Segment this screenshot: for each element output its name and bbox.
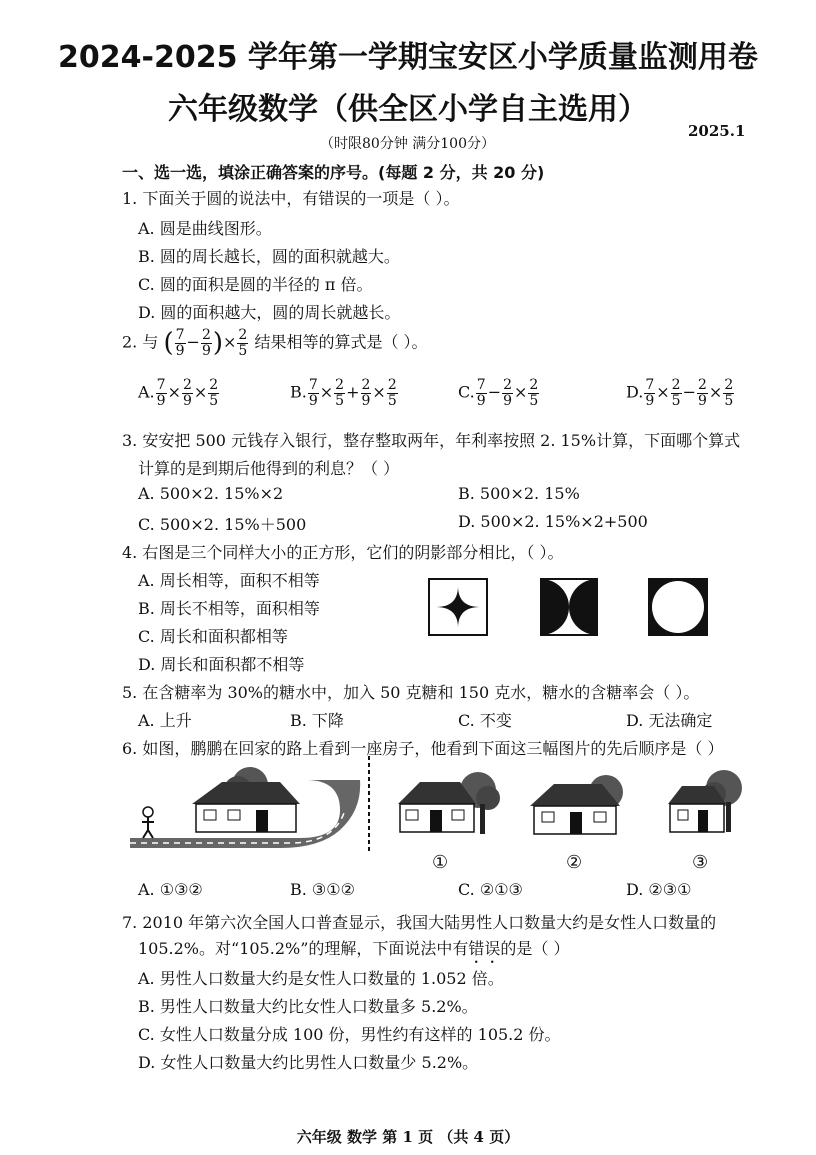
fraction: $\frac{2}{9}$ [201, 327, 211, 359]
q6-option-a: A. ①③② [138, 880, 203, 899]
house-view-2 [530, 772, 640, 838]
q2-prefix: 2. 与 [122, 332, 159, 352]
q2-suffix: 结果相等的算式是（ ）。 [254, 332, 428, 352]
q4-option-d: D. 周长和面积都不相等 [138, 655, 305, 674]
q2-option-a: A. $\frac{7}{9}$ × $\frac{2}{9}$ × $\frac{2}{5}$ [138, 377, 219, 409]
q5-option-d: D. 无法确定 [626, 711, 713, 730]
picture-label-1: ① [432, 852, 449, 873]
exam-title: 2024-2025 学年第一学期宝安区小学质量监测用卷 [58, 40, 758, 75]
q1-option-c: C. 圆的面积是圆的半径的 π 倍。 [138, 275, 373, 294]
emphasized-word: 错误 [468, 939, 501, 958]
exam-subtitle: 六年级数学（供全区小学自主选用） [168, 92, 648, 127]
fraction: $\frac{7}{9}$ [175, 327, 185, 359]
q5-option-c: C. 不变 [458, 711, 512, 730]
q7-option-a: A. 男性人口数量大约是女性人口数量的 1.052 倍。 [138, 969, 504, 988]
q6-option-c: C. ②①③ [458, 880, 523, 899]
q2-option-c: C. $\frac{7}{9}$ − $\frac{2}{9}$ × $\frac{2}{5}$ [458, 377, 539, 409]
q7-option-c: C. 女性人口数量分成 100 份，男性约有这样的 105.2 份。 [138, 1025, 561, 1044]
q4-option-b: B. 周长不相等，面积相等 [138, 599, 320, 618]
square-shape-3-icon [648, 578, 712, 638]
fraction: $\frac{2}{5}$ [238, 327, 248, 359]
q3-option-b: B. 500×2. 15% [458, 484, 580, 503]
square-shape-2-icon [540, 578, 604, 638]
q1-option-b: B. 圆的周长越长，圆的面积就越大。 [138, 247, 400, 266]
q7-option-b: B. 男性人口数量大约比女性人口数量多 5.2%。 [138, 997, 478, 1016]
q5-stem: 5. 在含糖率为 30%的糖水中，加入 50 克糖和 150 克水，糖水的含糖率会（ ）。 [122, 683, 700, 702]
page-footer: 六年级 数学 第 1 页 （共 4 页） [296, 1128, 520, 1146]
q3-option-d: D. 500×2. 15%×2+500 [458, 512, 648, 531]
section-heading: 一、选一选，填涂正确答案的序号。(每题 2 分，共 20 分) [122, 163, 545, 182]
q5-option-a: A. 上升 [138, 711, 192, 730]
q3-option-a: A. 500×2. 15%×2 [138, 484, 284, 503]
q4-option-c: C. 周长和面积都相等 [138, 627, 288, 646]
exam-time-score: （时限80分钟 满分100分） [320, 136, 495, 152]
q7-stem-line2: 105.2%。对“105.2%”的理解，下面说法中有错误的是（ ） [138, 939, 570, 958]
square-shape-1-icon [428, 578, 492, 638]
q2-stem: 2. 与 ( $\frac{7}{9}$ − $\frac{2}{9}$ )× $\frac{2}{5}$ 结果相等的算式是（ ）。 [122, 327, 428, 359]
q4-option-a: A. 周长相等，面积不相等 [138, 571, 320, 590]
picture-label-3: ③ [692, 852, 709, 873]
paren: ( [163, 328, 174, 359]
house-view-3 [666, 768, 746, 838]
q2-option-d: D. $\frac{7}{9}$ × $\frac{2}{5}$ − $\frac{2}{9}$ × $\frac{2}{5}$ [626, 377, 734, 409]
q3-stem-line1: 3. 安安把 500 元钱存入银行，整存整取两年，年利率按照 2. 15%计算，下面哪个算式 [122, 431, 741, 450]
divider-line [364, 756, 374, 852]
q1-stem: 1. 下面关于圆的说法中，有错误的一项是（ ）。 [122, 189, 460, 208]
q1-option-d: D. 圆的面积越大，圆的周长就越长。 [138, 303, 401, 322]
q3-stem-line2: 计算的是到期后他得到的利息？（ ） [138, 459, 400, 478]
q6-stem: 6. 如图，鹏鹏在回家的路上看到一座房子，他看到下面这三幅图片的先后顺序是（ ） [122, 739, 724, 758]
house-view-1 [396, 768, 506, 838]
q3-option-c: C. 500×2. 15%＋500 [138, 515, 307, 534]
picture-label-2: ② [566, 852, 583, 873]
q1-option-a: A. 圆是曲线图形。 [138, 219, 272, 238]
exam-date: 2025.1 [688, 122, 746, 140]
q7-option-d: D. 女性人口数量大约比男性人口数量少 5.2%。 [138, 1053, 479, 1072]
q4-stem: 4. 右图是三个同样大小的正方形，它们的阴影部分相比，（ ）。 [122, 543, 564, 562]
q6-option-b: B. ③①② [290, 880, 355, 899]
road-house-illustration [130, 760, 370, 852]
q7-stem-line1: 7. 2010 年第六次全国人口普查显示，我国大陆男性人口数量大约是女性人口数量的 [122, 913, 717, 932]
q2-option-b: B. $\frac{7}{9}$ × $\frac{2}{5}$ + $\frac{2}{9}$ × $\frac{2}{5}$ [290, 377, 397, 409]
q6-option-d: D. ②③① [626, 880, 692, 899]
q5-option-b: B. 下降 [290, 711, 344, 730]
